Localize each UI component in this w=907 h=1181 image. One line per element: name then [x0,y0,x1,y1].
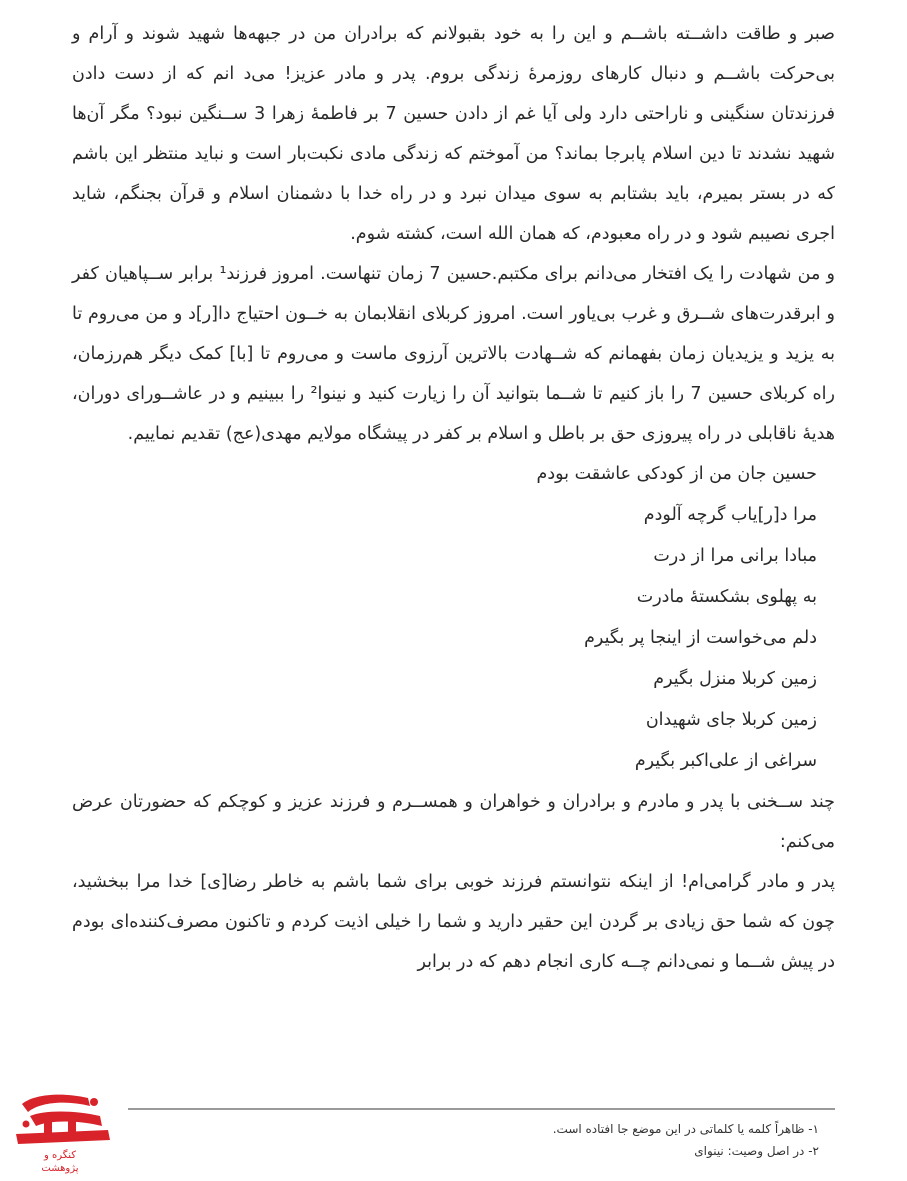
poem-line: زمین کربلا جای شهیدان [645,710,817,730]
poem-line: زمین کربلا منزل بگیرم [653,669,817,689]
poem-line: مبادا برانی مرا از درت [653,546,817,566]
body-text [72,14,835,982]
logo-subtext: کنگره و [43,1150,77,1161]
svg-text:پژوهشت: پژوهشت [41,1163,79,1174]
paragraph-2: و من شهادت را یک افتخار می‌دانم برای مکتبم.حسین 7 زمان تنهاست. امروز فرزند¹ برابر ســپاهیان کفر و ابرقدرت‌های شــرق و غرب بی‌یاور است. امروز کربلای انقلابمان به خــون احتیاج دا[ر]د و من می‌روم تا به یزید و یزیدیان زمان بفهمانم که شــهادت بالاترین آرزوی ماست و می‌روم تا [با] کمک دیگر هم‌رزمان، راه کربلای حسین 7 را باز کنیم تا شــما بتوانید آن را زیارت کنید و نینوا² را ببینیم و در عاشــورای دوران، هدیهٔ ناقابلی در راه پیروزی حق بر باطل و اسلام بر کفر در پیشگاه مولایم مهدی(عج) تقدیم نماییم. [72,264,836,444]
poem-line: مرا د[ر]یاب گرچه آلودم [643,505,817,525]
paragraph-4: پدر و مادر گرامی‌ام! از اینکه نتوانستم فرزند خوبی برای شما باشم به خاطر رضا[ی] خدا مرا ببخشید، چون که شما حق زیادی بر گردن این حقیر دارید و شما را خیلی اذیت کردم و تاکنون مصرف‌کننده‌ای بودم در پیش شــما و نمی‌دانم چــه کاری انجام دهم که در برابر [72,872,835,972]
paragraph-1: صبر و طاقت داشــته باشــم و این را به خود بقبولانم که برادران من در جبهه‌ها شهید شوند و آرام و بی‌حرکت باشــم و دنبال کارهای روزمرهٔ زندگی بروم. پدر و مادر عزیز! می‌د انم که از دست دادن فرزندتان سنگینی و ناراحتی دارد ولی آیا غم از دادن حسین 7 بر فاطمهٔ زهرا 3 ســنگین نبود؟ مگر آن‌ها شهید نشدند تا دین اسلام پابرجا بماند؟ من آموختم که زندگی مادی نکبت‌بار است و نباید منتظر این باشم که در بستر بمیرم، باید بشتابم به سوی میدان نبرد و در راه خدا با دشمنان اسلام و قرآن بجنگم، شاید اجری نصیبم شود و در راه معبودم، که همان الله است، کشته شوم. [72,24,835,244]
footnote-divider [128,1108,835,1110]
logo-mark [4,1090,116,1176]
poem-line: سراغی از علی‌اکبر بگیرم [634,751,817,771]
poem [72,454,835,782]
footnote-1: ۱- ظاهراً کلمه یا کلماتی در این موضع جا افتاده است. [552,1122,819,1136]
footnotes [128,1118,819,1162]
paragraph-3: چند ســخنی با پدر و مادرم و برادران و خواهران و همســرم و فرزند عزیز و کوچکم که حضورتان عرض می‌کنم: [72,792,835,852]
navid-shahed-logo [4,1090,116,1176]
footnote-2: ۲- در اصل وصیت: نینوای [694,1144,819,1158]
poem-line: حسین جان من از کودکی عاشقت بودم [536,464,817,484]
poem-line: به پهلوی بشکستهٔ مادرت [636,587,817,607]
poem-line: دلم می‌خواست از اینجا پر بگیرم [584,628,817,648]
